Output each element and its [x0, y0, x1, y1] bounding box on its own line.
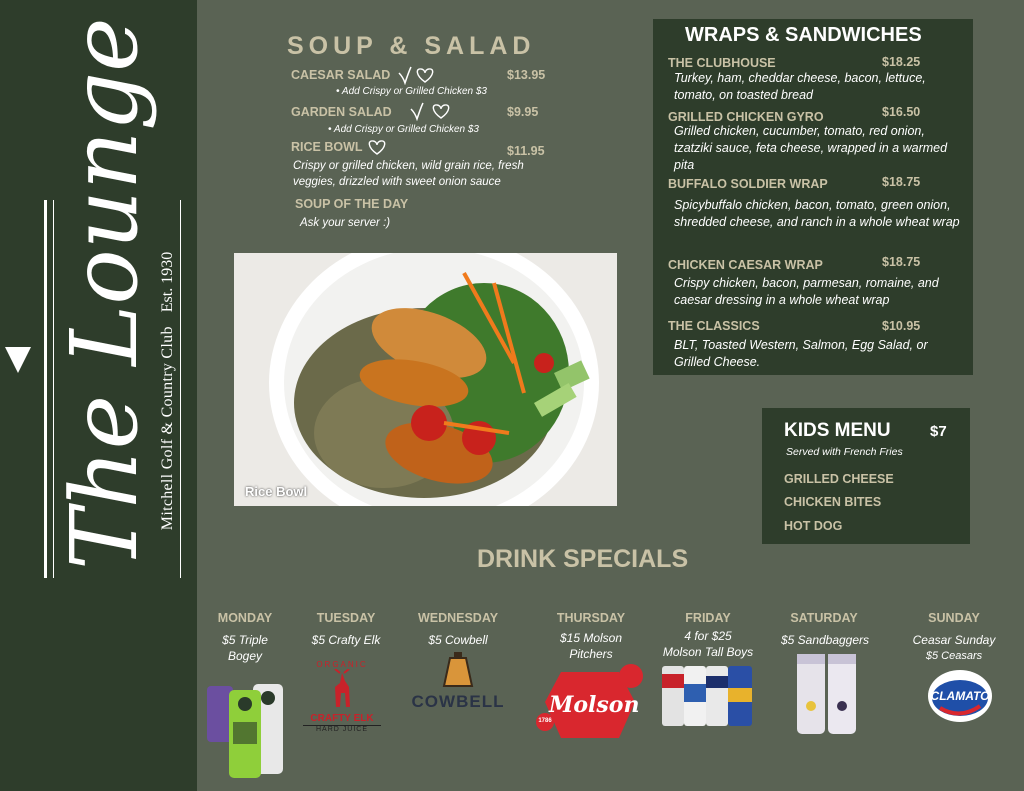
molson-logo: Molson 1786	[535, 660, 645, 742]
day-label: SUNDAY	[928, 611, 980, 625]
golf-flag-icon	[5, 347, 31, 373]
vegan-leaf-icon	[409, 101, 455, 121]
menu-item-price: $13.95	[507, 68, 546, 82]
vegan-leaf-icon	[397, 65, 439, 85]
menu-item-name: GARDEN SALAD	[291, 105, 392, 119]
day-label: FRIDAY	[685, 611, 731, 625]
menu-item-price: $9.95	[507, 105, 539, 119]
soup-salad-title: SOUP & SALAD	[287, 32, 536, 60]
day-label: WEDNESDAY	[417, 611, 499, 625]
day-deal: $5 Cowbell	[428, 633, 488, 647]
kids-subtitle: Served with French Fries	[786, 446, 903, 458]
photo-caption: Rice Bowl	[245, 484, 308, 499]
heart-icon	[366, 137, 388, 157]
menu-item-price: $16.50	[882, 105, 921, 119]
kids-title: KIDS MENU	[784, 420, 891, 441]
kids-item: GRILLED CHEESE	[784, 472, 894, 486]
day-label: MONDAY	[217, 611, 273, 625]
menu-item-name: THE CLUBHOUSE	[668, 56, 776, 70]
menu-item-description: BLT, Toasted Western, Salmon, Egg Salad, or Grilled Cheese.	[674, 338, 928, 369]
menu-item-description: Crispy chicken, bacon, parmesan, romaine, and caesar dressing in a whole wheat wrap	[674, 276, 939, 307]
menu-item-name: SOUP OF THE DAY	[295, 197, 409, 211]
menu-item-name: RICE BOWL	[291, 140, 363, 154]
established-year: Est. 1930	[159, 251, 176, 313]
kids-price: $7	[930, 423, 947, 440]
menu-item-description: Crispy or grilled chicken, wild grain rice, fresh veggies, drizzled with sweet onion sauce	[293, 160, 524, 188]
menu-item-description: Spicybuffalo chicken, bacon, tomato, green onion, shredded cheese, and ranch in a whole wheat wrap	[674, 198, 960, 229]
day-label: THURSDAY	[556, 611, 626, 625]
day-label: SATURDAY	[790, 611, 858, 625]
triple-bogey-cans-image	[205, 682, 287, 780]
day-label: TUESDAY	[316, 611, 376, 625]
day-deal: $15 Molson Pitchers	[559, 631, 623, 661]
crafty-elk-logo: ORGANIC CRAFTY ELK HARD JUICE	[303, 660, 381, 742]
menu-item-name: GRILLED CHICKEN GYRO	[668, 110, 824, 124]
kids-item: HOT DOG	[784, 519, 843, 533]
menu-item-name: THE CLASSICS	[668, 319, 760, 333]
menu-item-price: $18.75	[882, 175, 921, 189]
bell-icon	[438, 652, 478, 692]
menu-item-name: BUFFALO SOLDIER WRAP	[668, 177, 828, 191]
cowbell-logo: COWBELL	[408, 652, 508, 728]
day-deal: $5 Triple Bogey	[222, 633, 268, 663]
menu-item-note: • Add Crispy or Grilled Chicken $3	[328, 124, 479, 135]
day-deal: $5 Sandbaggers	[780, 633, 870, 647]
menu-item-description: Turkey, ham, cheddar cheese, bacon, lettuce, tomato, on toasted bread	[674, 71, 926, 102]
menu-item-description: Ask your server :)	[300, 217, 391, 229]
menu-item-description: Grilled chicken, cucumber, tomato, red onion, tzatziki sauce, feta cheese, wrapped in a warmed pita	[674, 124, 948, 172]
day-deal: $5 Crafty Elk	[311, 633, 381, 647]
menu-item-price: $18.75	[882, 255, 921, 269]
menu-item-name: CHICKEN CAESAR WRAP	[668, 258, 823, 272]
clamato-logo: CLAMATO	[926, 668, 994, 724]
day-deal: Ceasar Sunday $5 Ceasars	[912, 633, 996, 662]
sandbaggers-cans-image	[795, 650, 859, 736]
menu-item-price: $10.95	[882, 319, 921, 333]
day-deal: 4 for $25 Molson Tall Boys	[662, 629, 754, 659]
club-name: Mitchell Golf & Country Club	[159, 326, 176, 531]
menu-item-note: • Add Crispy or Grilled Chicken $3	[336, 86, 487, 97]
kids-item: CHICKEN BITES	[784, 495, 882, 509]
rice-bowl-photo	[234, 253, 617, 506]
elk-icon	[327, 669, 357, 713]
menu-item-price: $18.25	[882, 55, 921, 69]
menu-item-price: $11.95	[507, 144, 545, 158]
brand-subtitle	[155, 201, 181, 581]
tall-boy-cans-image	[660, 664, 756, 728]
drink-specials-title: DRINK SPECIALS	[477, 545, 689, 573]
menu-item-name: CAESAR SALAD	[291, 68, 391, 82]
wraps-title: WRAPS & SANDWICHES	[685, 24, 922, 46]
brand-script-logo: The Lounge	[51, 17, 158, 570]
